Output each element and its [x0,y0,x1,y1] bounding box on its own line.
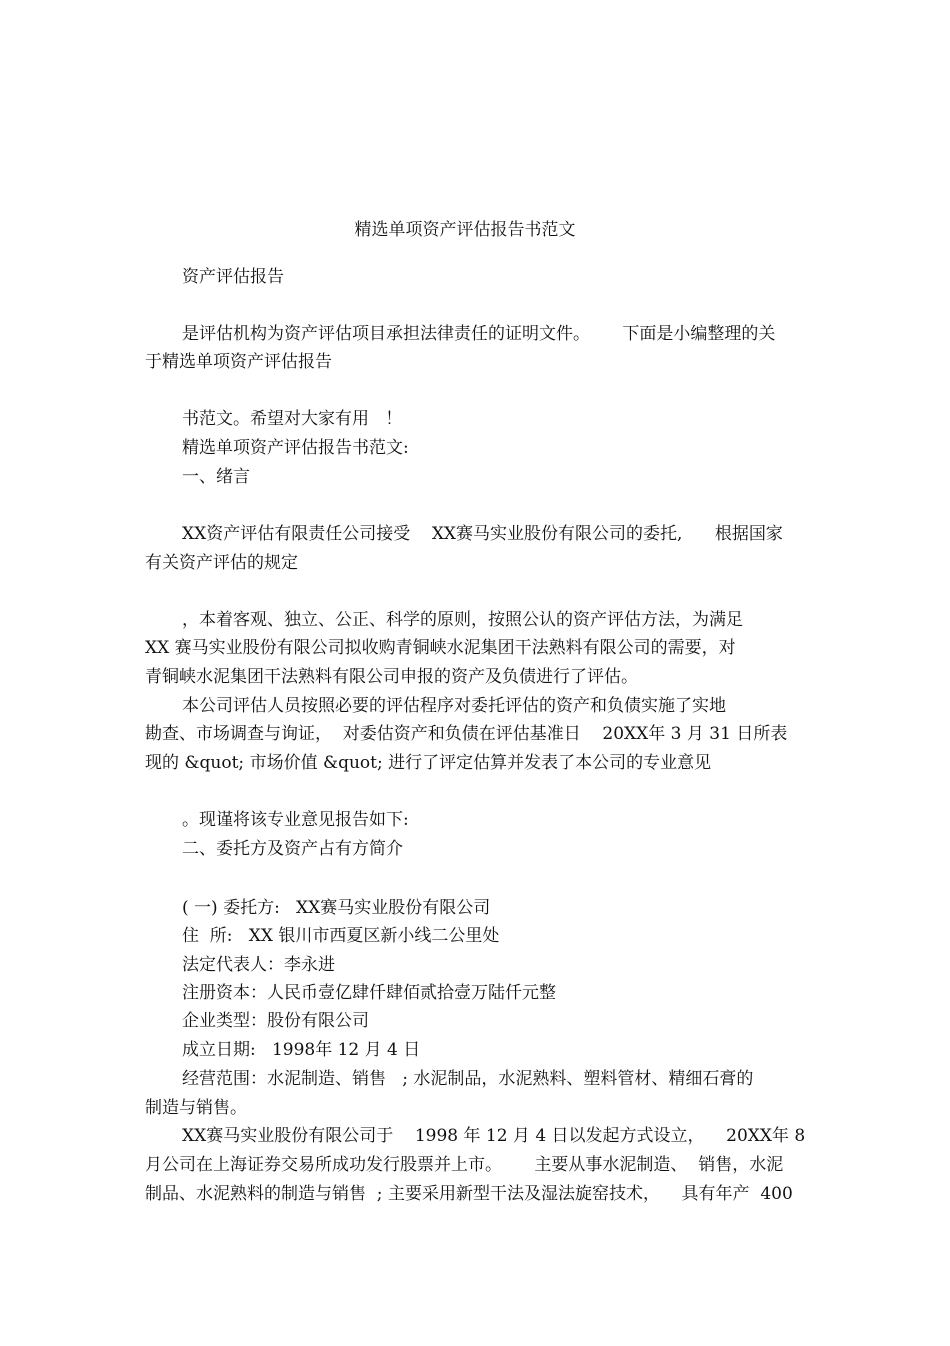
paragraph-line: ，本着客观、独立、公正、科学的原则，按照公认的资产评估方法，为满足 [182,610,743,630]
info-line: 法定代表人：李永进 [182,955,335,975]
paragraph-line: 书范文。希望对大家有用 ！ [182,409,403,429]
section-heading: 一、绪言 [182,467,250,487]
paragraph-line: XX赛马实业股份有限公司于 1998 年 12 月 4 日以发起方式设立， 20XX年 8 [182,1126,806,1146]
paragraph-line: 现的 &quot; 市场价值 &quot; 进行了评定估算并发表了本公司的专业意见 [145,753,712,773]
document-title: 精选单项资产评估报告书范文 [354,220,576,240]
info-line: 经营范围：水泥制造、销售 ; 水泥制品，水泥熟料、塑料管材、精细石膏的 [182,1069,754,1089]
paragraph-line: XX 赛马实业股份有限公司拟收购青铜峡水泥集团干法熟料有限公司的需要，对 [145,638,736,658]
info-line: 住 所: XX 银川市西夏区新小线二公里处 [182,926,500,946]
paragraph-line: 月公司在上海证券交易所成功发行股票并上市。 主要从事水泥制造、 销售，水泥 [145,1155,784,1175]
info-line: ( 一) 委托方: XX赛马实业股份有限公司 [182,898,491,918]
paragraph-line: 精选单项资产评估报告书范文: [182,438,409,458]
paragraph-line: 有关资产评估的规定 [145,553,298,573]
info-line: 企业类型：股份有限公司 [182,1011,369,1031]
info-line: 注册资本：人民币壹亿肆仟肆佰贰拾壹万陆仟元整 [182,983,556,1003]
paragraph-line: 是评估机构为资产评估项目承担法律责任的证明文件。 下面是小编整理的关 [182,324,776,344]
paragraph-line: 于精选单项资产评估报告 [145,352,332,372]
paragraph-line: 。现谨将该专业意见报告如下: [182,810,409,830]
paragraph-line: XX资产评估有限责任公司接受 XX赛马实业股份有限公司的委托, 根据国家 [182,524,783,544]
paragraph-line: 本公司评估人员按照必要的评估程序对委托评估的资产和负债实施了实地 [182,696,726,716]
info-line: 成立日期: 1998年 12 月 4 日 [182,1040,421,1060]
paragraph-line: 勘查、市场调查与询证， 对委估资产和负债在评估基准日 20XX年 3 月 31 日所表 [145,724,788,744]
section-heading: 二、委托方及资产占有方简介 [182,839,403,859]
info-line: 制造与销售。 [145,1098,247,1118]
paragraph-line: 青铜峡水泥集团干法熟料有限公司申报的资产及负债进行了评估。 [145,667,638,687]
paragraph-line: 制品、水泥熟料的制造与销售 ; 主要采用新型干法及湿法旋窑技术， 具有年产 400 [145,1184,793,1204]
paragraph-line: 资产评估报告 [182,267,284,287]
